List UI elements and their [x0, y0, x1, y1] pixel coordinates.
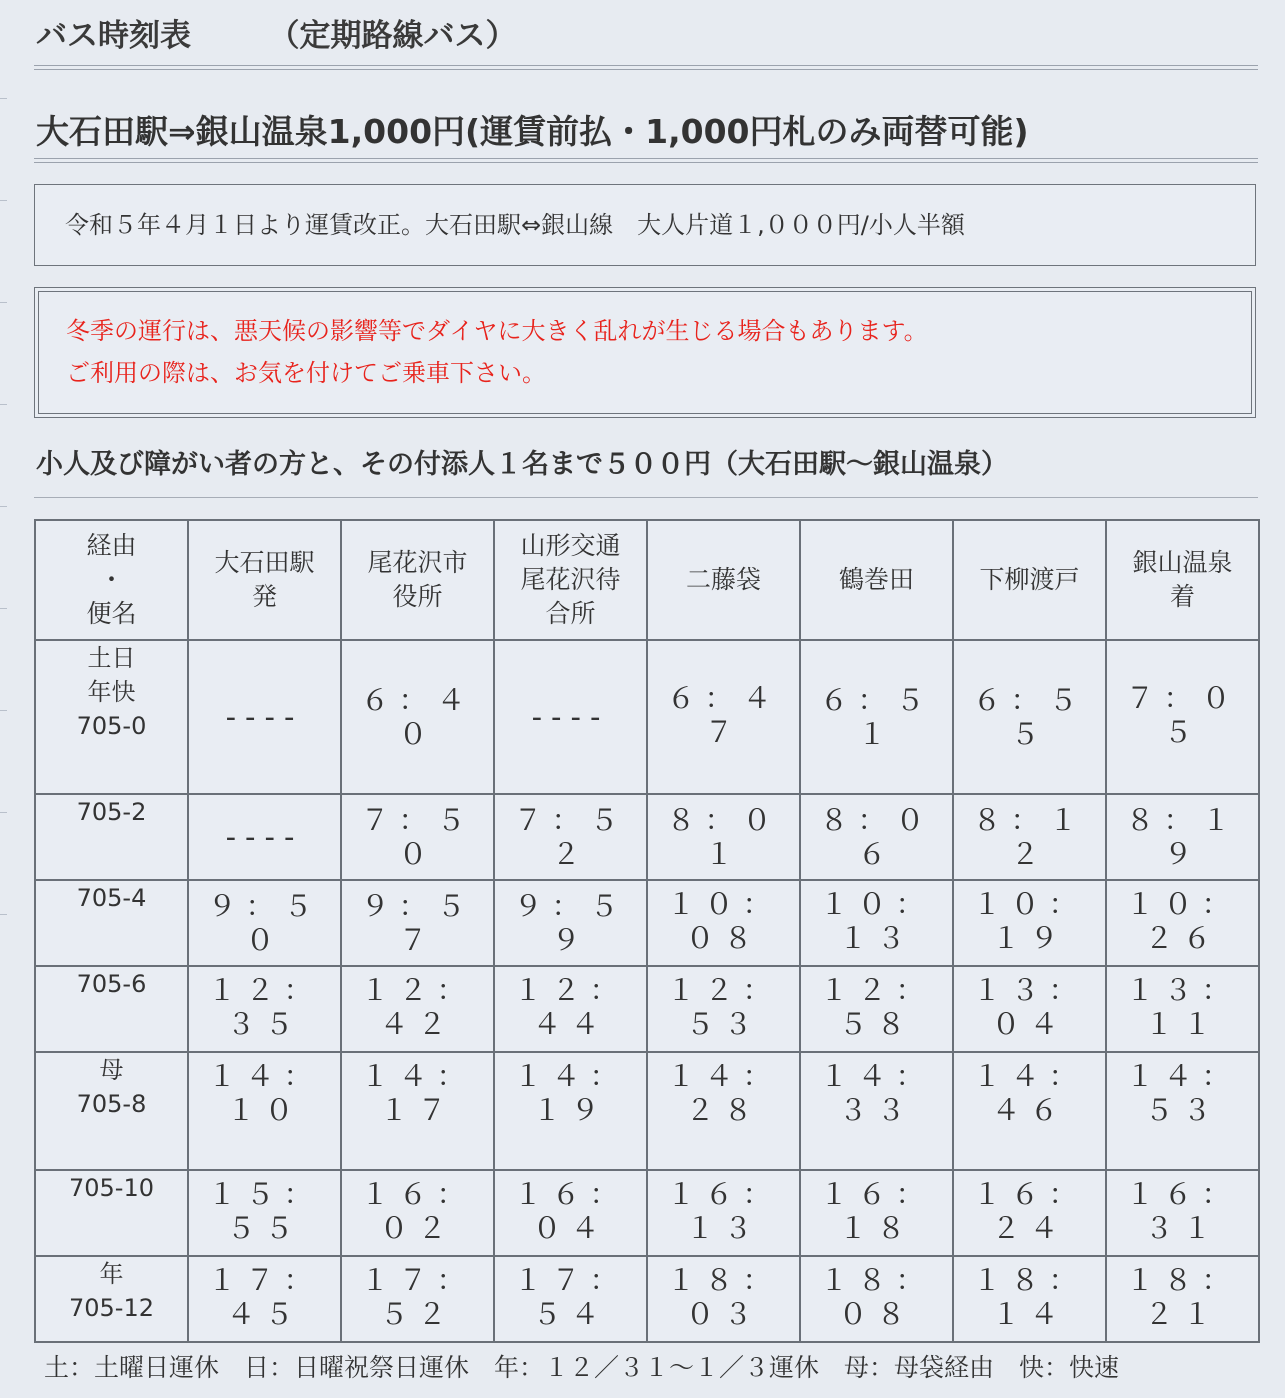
- route-label: 年快: [87, 678, 136, 706]
- title-divider: [34, 65, 1258, 70]
- header-obanazawa-city-hall: 尾花沢市 役所: [341, 520, 494, 640]
- header-yamagata-kotsu-obanazawa: 山形交通 尾花沢待 合所: [494, 520, 647, 640]
- route-label: 705-8: [76, 1090, 147, 1118]
- time-cell: ９：５０: [188, 880, 341, 966]
- time-cell: １４：１０: [188, 1052, 341, 1170]
- table-row: [35, 1052, 1259, 1170]
- time-cell: １８：２１: [1106, 1256, 1259, 1342]
- time-cell: １０：１３: [800, 880, 953, 966]
- time-cell: １６：１８: [800, 1170, 953, 1256]
- time-cell: ６：５５: [953, 640, 1106, 794]
- legend: 土：土曜日運休 日：日曜祝祭日運休 年：１２／３１〜１／３運休 母：母袋経由 快：快速: [44, 1353, 1120, 1382]
- fare-notice-box: [34, 184, 1256, 266]
- time-cell: ----: [188, 794, 341, 880]
- time-cell: １０：０８: [647, 880, 800, 966]
- route-cell: [35, 1052, 188, 1170]
- winter-warning-box: [34, 287, 1256, 418]
- time-cell: １６：０４: [494, 1170, 647, 1256]
- route-cell: [35, 640, 188, 794]
- time-cell: １４：５３: [1106, 1052, 1259, 1170]
- route-label: 705-4: [76, 884, 147, 912]
- time-cell: ６：５１: [800, 640, 953, 794]
- route-label: 土日: [87, 644, 136, 672]
- page-title: バス時刻表 （定期路線バス）: [36, 18, 517, 54]
- time-cell: １８：０８: [800, 1256, 953, 1342]
- table-row: [35, 640, 1259, 794]
- time-cell: ７：０５: [1106, 640, 1259, 794]
- route-label: 年: [99, 1260, 124, 1288]
- time-cell: １６：２４: [953, 1170, 1106, 1256]
- route-label: 705-10: [68, 1174, 154, 1202]
- time-cell: １６：３１: [1106, 1170, 1259, 1256]
- time-cell: ７：５２: [494, 794, 647, 880]
- time-cell: ８：１９: [1106, 794, 1259, 880]
- table-row: [35, 1170, 1259, 1256]
- time-cell: １０：１９: [953, 880, 1106, 966]
- route-label: 705-0: [76, 712, 147, 740]
- table-row: [35, 794, 1259, 880]
- time-cell: １２：４２: [341, 966, 494, 1052]
- time-cell: １２：３５: [188, 966, 341, 1052]
- header-route: 経由 ・ 便名: [35, 520, 188, 640]
- table-row: [35, 880, 1259, 966]
- fare-divider: [34, 158, 1258, 163]
- route-cell: [35, 1256, 188, 1342]
- time-cell: ８：１２: [953, 794, 1106, 880]
- time-cell: ９：５７: [341, 880, 494, 966]
- fare-heading: 大石田駅⇒銀山温泉1,000円(運賃前払・1,000円札のみ両替可能): [36, 112, 1029, 151]
- warning-line-2: ご利用の際は、お気を付けてご乗車下さい。: [66, 359, 546, 387]
- child-fare-divider: [34, 497, 1258, 498]
- time-cell: ６：４０: [341, 640, 494, 794]
- time-cell: １７：５４: [494, 1256, 647, 1342]
- time-cell: １４：１９: [494, 1052, 647, 1170]
- header-oishida-station: 大石田駅 発: [188, 520, 341, 640]
- child-fare-heading: 小人及び障がい者の方と、その付添人１名まで５００円（大石田駅〜銀山温泉）: [36, 449, 1008, 480]
- route-label: 705-12: [68, 1294, 154, 1322]
- route-label: 705-6: [76, 970, 147, 998]
- time-cell: １８：１４: [953, 1256, 1106, 1342]
- time-cell: １４：４６: [953, 1052, 1106, 1170]
- header-nitoubukuro: 二藤袋: [647, 520, 800, 640]
- time-cell: ７：５０: [341, 794, 494, 880]
- header-shimoyanagiwatado: 下柳渡戸: [953, 520, 1106, 640]
- time-cell: １４：２８: [647, 1052, 800, 1170]
- fare-notice-text: 令和５年４月１日より運賃改正。大石田駅⇔銀山線 大人片道１,０００円/小人半額: [65, 211, 965, 239]
- route-label: 母: [99, 1056, 124, 1084]
- time-cell: ８：０１: [647, 794, 800, 880]
- header-tsurumakida: 鶴巻田: [800, 520, 953, 640]
- warning-line-1: 冬季の運行は、悪天候の影響等でダイヤに大きく乱れが生じる場合もあります。: [66, 317, 928, 345]
- route-cell: [35, 794, 188, 880]
- time-cell: ６：４７: [647, 640, 800, 794]
- time-cell: １４：３３: [800, 1052, 953, 1170]
- route-cell: [35, 966, 188, 1052]
- time-cell: １８：０３: [647, 1256, 800, 1342]
- time-cell: １７：５２: [341, 1256, 494, 1342]
- time-cell: １２：５８: [800, 966, 953, 1052]
- time-cell: １２：４４: [494, 966, 647, 1052]
- time-cell: ８：０６: [800, 794, 953, 880]
- time-cell: １４：１７: [341, 1052, 494, 1170]
- time-cell: １５：５５: [188, 1170, 341, 1256]
- timetable-body: [35, 640, 1259, 1342]
- time-cell: １７：４５: [188, 1256, 341, 1342]
- time-cell: ----: [188, 640, 341, 794]
- route-cell: [35, 1170, 188, 1256]
- table-row: [35, 966, 1259, 1052]
- route-label: 705-2: [76, 798, 147, 826]
- time-cell: １６：１３: [647, 1170, 800, 1256]
- time-cell: １０：２６: [1106, 880, 1259, 966]
- time-cell: １３：０４: [953, 966, 1106, 1052]
- time-cell: ----: [494, 640, 647, 794]
- left-edge-ticks: [0, 0, 8, 1398]
- route-cell: [35, 880, 188, 966]
- table-row: [35, 1256, 1259, 1342]
- time-cell: １３：１１: [1106, 966, 1259, 1052]
- time-cell: １２：５３: [647, 966, 800, 1052]
- time-cell: １６：０２: [341, 1170, 494, 1256]
- header-ginzan-onsen: 銀山温泉 着: [1106, 520, 1259, 640]
- time-cell: ９：５９: [494, 880, 647, 966]
- bus-timetable: [34, 519, 1260, 1343]
- timetable-header-row: [35, 520, 1259, 640]
